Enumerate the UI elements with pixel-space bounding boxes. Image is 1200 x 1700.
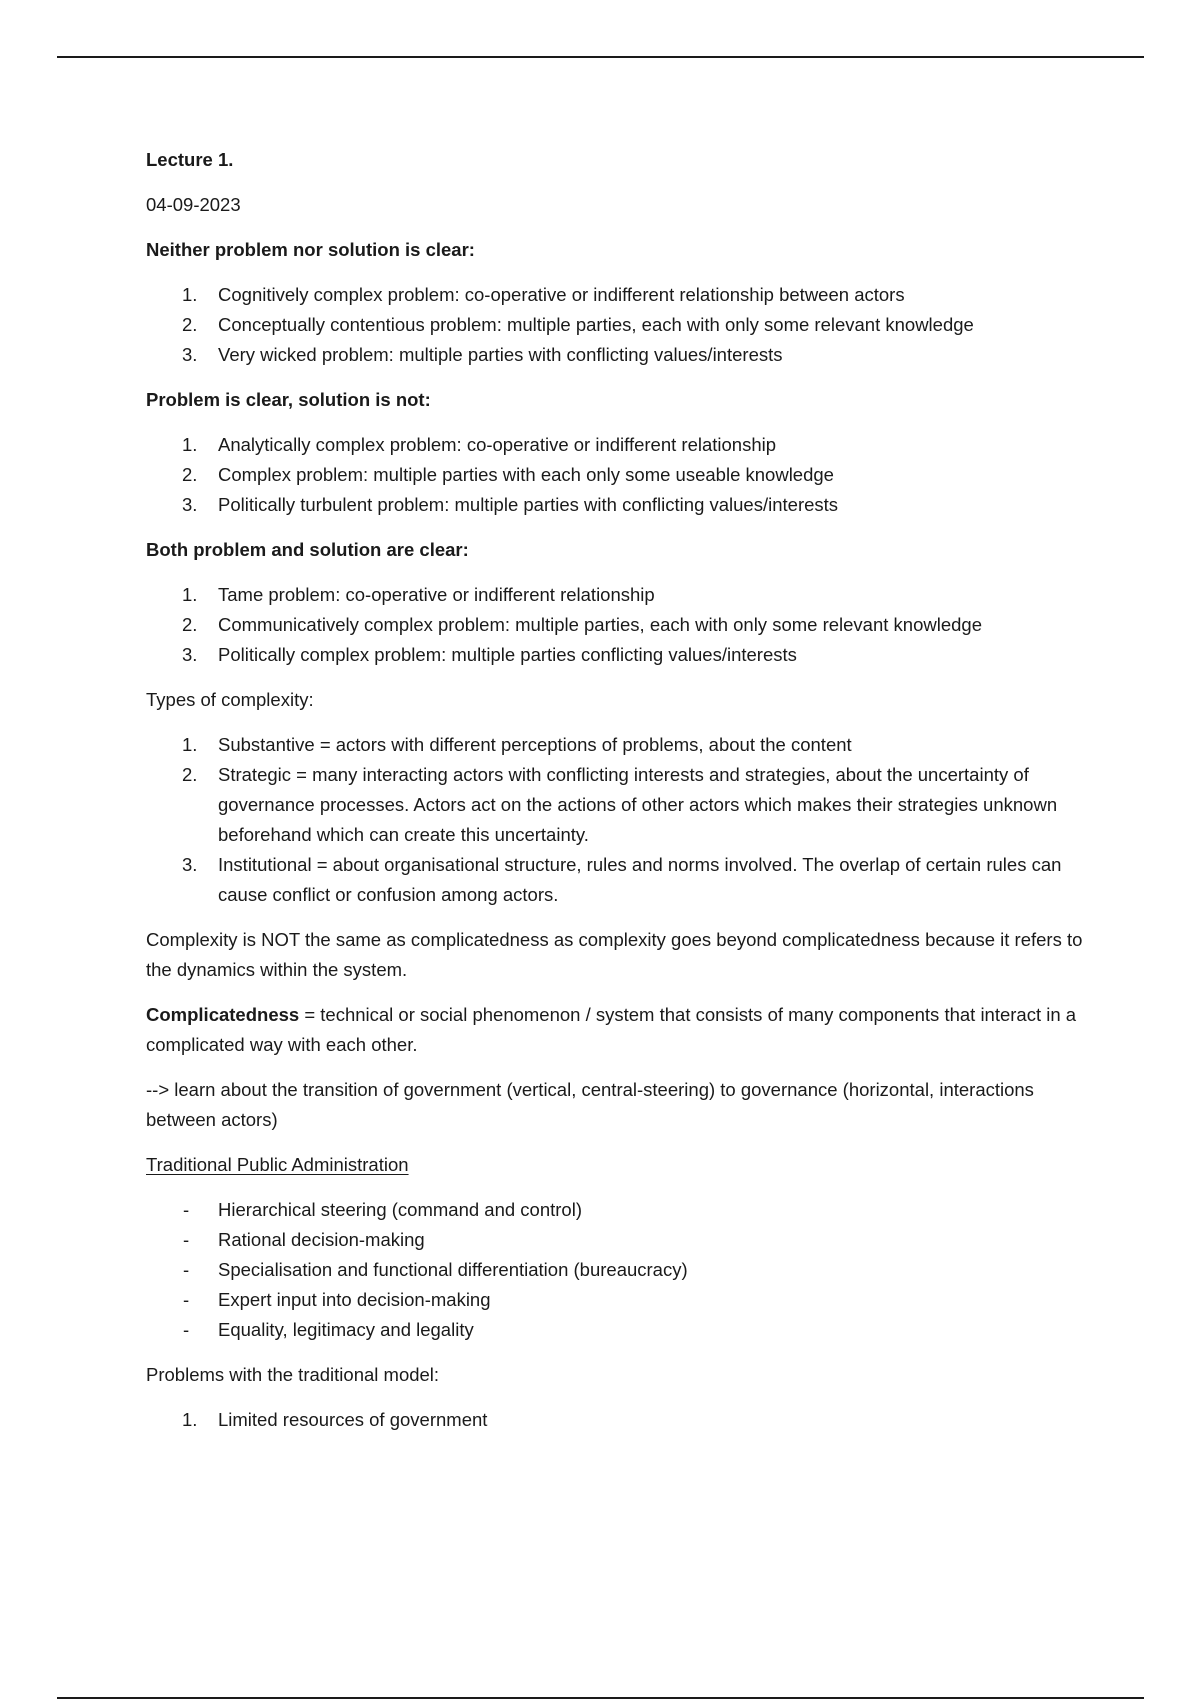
section-heading-neither-clear: Neither problem nor solution is clear: xyxy=(146,239,475,260)
document-body xyxy=(146,145,1106,1450)
numbered-list-traditional-problems xyxy=(146,1405,1106,1435)
list-item-text: Substantive = actors with different perceptions of problems, about the content xyxy=(218,734,852,755)
list-number: 2. xyxy=(182,614,198,635)
dash-bullet: - xyxy=(183,1259,190,1280)
numbered-list-neither-clear xyxy=(146,280,1106,370)
numbered-list-complexity-types xyxy=(146,730,1106,910)
list-item xyxy=(146,310,1106,340)
list-item-text: Rational decision-making xyxy=(218,1229,425,1250)
list-item-text: Institutional = about organisational structure, rules and norms involved. The overlap of certain rules can cause conflict or confusion among actors. xyxy=(218,854,1062,905)
tpa-heading xyxy=(146,1150,1106,1180)
complicatedness-text: = technical or social phenomenon / system that consists of many components that interact in a complicated way with each other. xyxy=(146,1004,1077,1055)
list-item-text: Cognitively complex problem: co-operative or indifferent relationship between actors xyxy=(218,284,905,305)
list-item xyxy=(146,280,1106,310)
transition-note: --> learn about the transition of government (vertical, central-steering) to governance (horizontal, interactions between actors) xyxy=(146,1079,1034,1130)
list-number: 3. xyxy=(182,644,198,665)
tpa-heading-text: Traditional Public Administration xyxy=(146,1154,409,1175)
list-item-text: Politically turbulent problem: multiple parties with conflicting values/interests xyxy=(218,494,839,515)
list-item xyxy=(146,490,1106,520)
dash-bullet: - xyxy=(183,1289,190,1310)
list-number: 2. xyxy=(182,314,198,335)
list-item xyxy=(146,730,1106,760)
list-number: 1. xyxy=(182,284,198,305)
list-item xyxy=(146,580,1106,610)
list-item-text: Limited resources of government xyxy=(218,1409,488,1430)
complicatedness-definition xyxy=(146,1000,1106,1060)
dash-bullet: - xyxy=(183,1199,190,1220)
list-number: 3. xyxy=(182,854,198,875)
list-number: 1. xyxy=(182,1409,198,1430)
traditional-problems-heading: Problems with the traditional model: xyxy=(146,1364,440,1385)
section-heading-complexity-types: Types of complexity: xyxy=(146,689,314,710)
list-number: 1. xyxy=(182,434,198,455)
list-item-text: Tame problem: co-operative or indifferent relationship xyxy=(218,584,655,605)
list-item-text: Conceptually contentious problem: multiple parties, each with only some relevant knowledge xyxy=(218,314,974,335)
list-number: 2. xyxy=(182,764,198,785)
list-number: 2. xyxy=(182,464,198,485)
list-item xyxy=(146,760,1106,850)
list-item-text: Expert input into decision-making xyxy=(218,1289,491,1310)
list-item xyxy=(146,340,1106,370)
dash-bullet: - xyxy=(183,1319,190,1340)
list-item-text: Equality, legitimacy and legality xyxy=(218,1319,474,1340)
complexity-note: Complexity is NOT the same as complicatedness as complexity goes beyond complicatedness because it refers to the dynamics within the system. xyxy=(146,929,1083,980)
section-heading-problem-clear: Problem is clear, solution is not: xyxy=(146,389,431,410)
list-number: 3. xyxy=(182,344,198,365)
dash-list-tpa xyxy=(146,1195,1106,1345)
list-item-text: Very wicked problem: multiple parties with conflicting values/interests xyxy=(218,344,783,365)
list-number: 1. xyxy=(182,734,198,755)
list-item-text: Specialisation and functional differentiation (bureaucracy) xyxy=(218,1259,688,1280)
list-item-text: Analytically complex problem: co-operative or indifferent relationship xyxy=(218,434,777,455)
list-number: 3. xyxy=(182,494,198,515)
list-item-text: Communicatively complex problem: multiple parties, each with only some relevant knowledge xyxy=(218,614,982,635)
list-item xyxy=(146,1285,1106,1315)
list-item xyxy=(146,430,1106,460)
list-number: 1. xyxy=(182,584,198,605)
list-item xyxy=(146,1225,1106,1255)
list-item-text: Complex problem: multiple parties with each only some useable knowledge xyxy=(218,464,834,485)
list-item-text: Strategic = many interacting actors with conflicting interests and strategies, about the uncertainty of governance processes. Actors act on the actions of other actors which makes their strategies unknown beforehand which can create this uncertainty. xyxy=(218,764,1058,845)
lecture-title: Lecture 1. xyxy=(146,149,234,170)
bottom-rule xyxy=(57,1697,1144,1699)
list-item xyxy=(146,640,1106,670)
list-item xyxy=(146,1405,1106,1435)
list-item xyxy=(146,1315,1106,1345)
complicatedness-term: Complicatedness xyxy=(146,1004,300,1025)
dash-bullet: - xyxy=(183,1229,190,1250)
list-item xyxy=(146,850,1106,910)
section-heading-both-clear: Both problem and solution are clear: xyxy=(146,539,469,560)
list-item xyxy=(146,460,1106,490)
list-item xyxy=(146,1255,1106,1285)
list-item xyxy=(146,610,1106,640)
numbered-list-both-clear xyxy=(146,580,1106,670)
top-rule xyxy=(57,56,1144,58)
list-item-text: Hierarchical steering (command and control) xyxy=(218,1199,582,1220)
list-item xyxy=(146,1195,1106,1225)
numbered-list-problem-clear xyxy=(146,430,1106,520)
list-item-text: Politically complex problem: multiple parties conflicting values/interests xyxy=(218,644,797,665)
lecture-date: 04-09-2023 xyxy=(146,194,241,215)
